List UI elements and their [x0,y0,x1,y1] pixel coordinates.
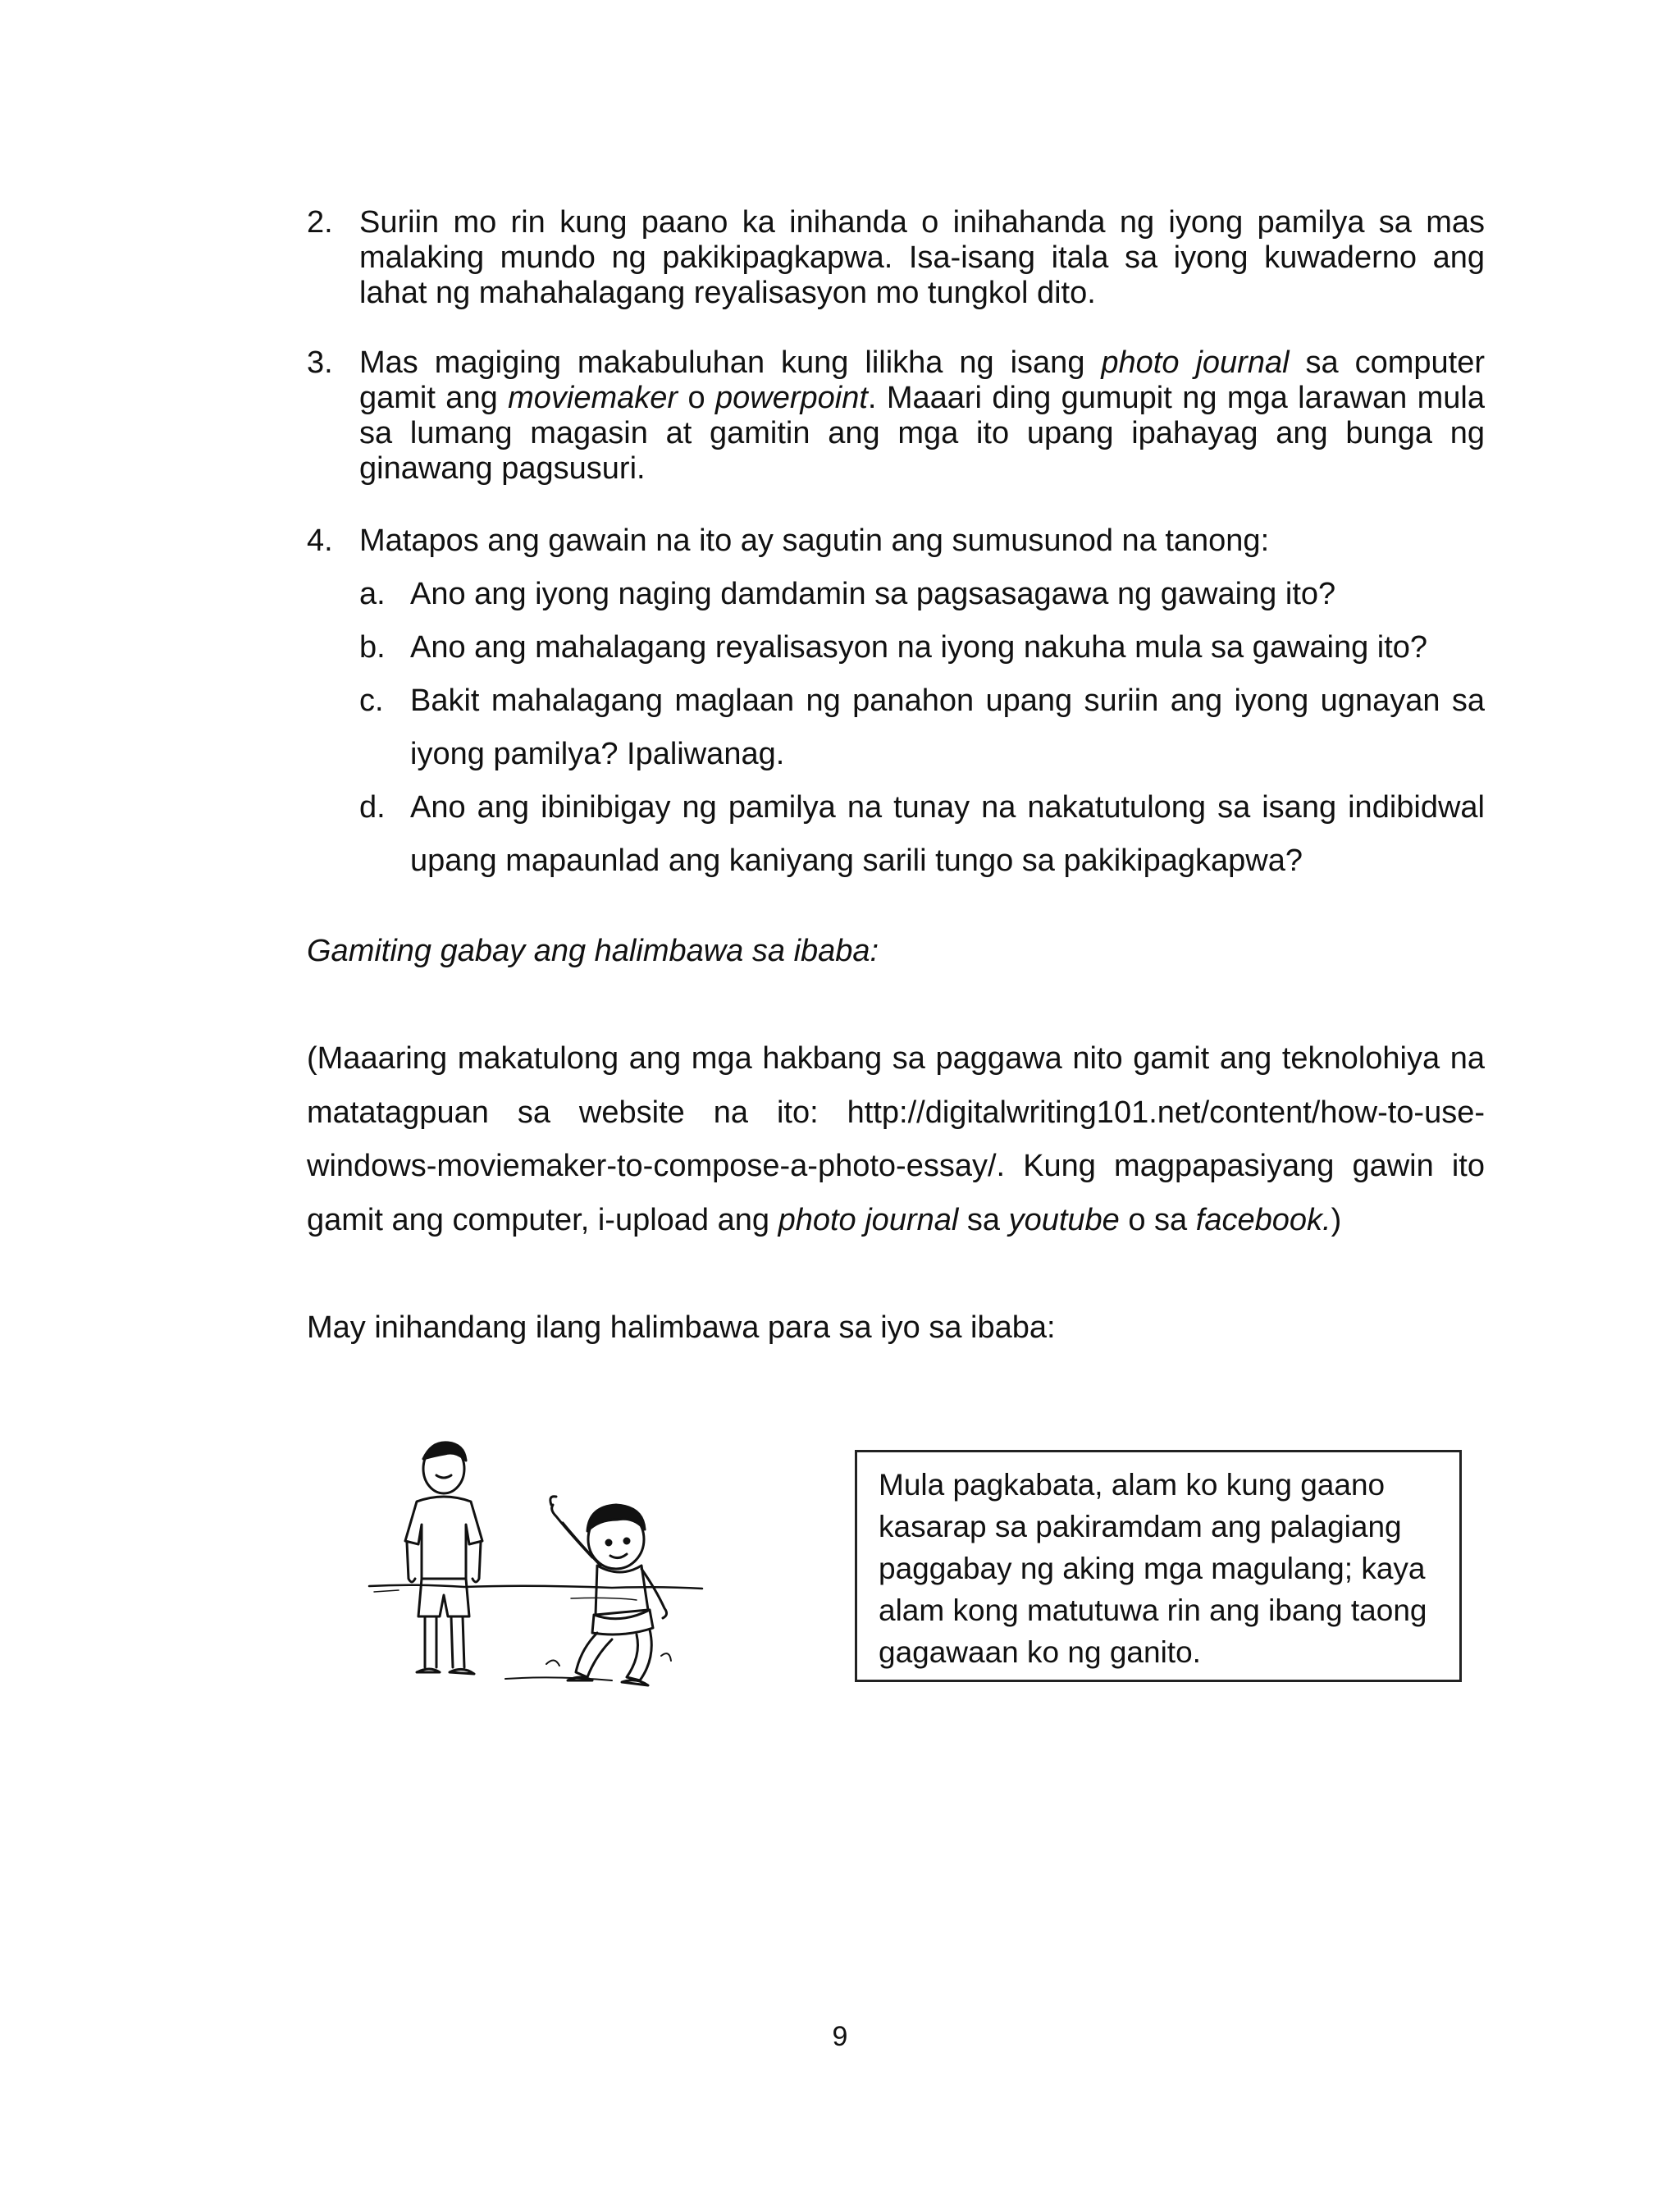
example-caption-box [855,1450,1462,1682]
technology-note [307,1032,1485,1247]
sub-letter: a. [359,577,386,611]
item-text: Suriin mo rin kung paano ka inihanda o inihahanda ng iyong pamilya sa mas malaking mundo ng pakikipagkapwa. Isa-isang itala sa iyong kuwaderno ang lahat ng mahahalagang reyalisasyon mo tungkol dito. [359,205,1485,310]
children-illustration [366,1434,710,1713]
guide-heading: Gamiting gabay ang halimbawa sa ibaba: [307,934,879,968]
sub-question-d [359,781,1485,888]
text-run: sa computer gamit ang [359,345,1485,415]
italic-term: powerpoint [714,381,868,415]
item-text: Matapos ang gawain na ito ay sagutin ang sumusunod na tanong: [359,523,1270,558]
text-run: o [678,381,715,415]
italic-term: youtube [1008,1202,1120,1237]
text-run: Mas magiging makabuluhan kung lilikha ng isang [359,345,1102,380]
sub-question-list [359,568,1485,888]
sub-question-b [359,621,1485,674]
item-number: 4. [307,523,333,558]
item-text [359,345,1485,487]
sub-question-a [359,568,1485,621]
italic-term: facebook. [1195,1202,1331,1237]
italic-term: moviemaker [508,381,678,415]
text-run: (Maaaring makatulong ang mga hakbang sa paggawa nito gamit ang teknolohiya na matatagpuan sa website na ito: http://digitalwriting101.net/content/how-to-use-windows-moviemaker-to-compose-a-photo-essay/. Kung magpapasiyang gawin ito gamit ang computer, i-upload ang [307,1041,1485,1237]
item-number: 3. [307,345,333,380]
text-run: . Maaari ding gumupit ng mga larawan mula sa lumang magasin at gamitin ang mga ito upang ipahayag ang bunga ng ginawang pagsusuri. [359,381,1485,486]
sub-question-text: Ano ang iyong naging damdamin sa pagsasagawa ng gawaing ito? [410,577,1336,611]
example-caption-text: Mula pagkabata, alam ko kung gaano kasarap sa pakiramdam ang palagiang paggabay ng aking mga magulang; kaya alam kong matutuwa rin ang ibang taong gagawaan ko ng ganito. [879,1468,1427,1669]
list-item-2 [307,205,1485,311]
text-run: o sa [1119,1202,1196,1237]
sub-letter: c. [359,684,384,718]
sub-letter: d. [359,790,386,825]
italic-term: photo journal [778,1202,959,1237]
sub-question-text: Ano ang mahalagang reyalisasyon na iyong nakuha mula sa gawaing ito? [410,630,1428,665]
italic-term: photo journal [1101,345,1290,380]
item-number: 2. [307,205,333,240]
list-item-3 [307,345,1485,487]
sub-letter: b. [359,630,386,665]
sub-question-c [359,674,1485,781]
text-run: sa [958,1202,1009,1237]
text-run: ) [1331,1202,1342,1237]
sub-question-text: Bakit mahalagang maglaan ng panahon upang suriin ang iyong ugnayan sa iyong pamilya? Ipaliwanag. [410,684,1485,771]
page-number: 9 [832,2021,848,2052]
list-item-4 [307,523,1485,559]
examples-intro: May inihandang ilang halimbawa para sa iyo sa ibaba: [307,1310,1056,1345]
sub-question-text: Ano ang ibinibigay ng pamilya na tunay na nakatutulong sa isang indibidwal upang mapaunlad ang kaniyang sarili tungo sa pakikipagkapwa? [410,790,1485,878]
